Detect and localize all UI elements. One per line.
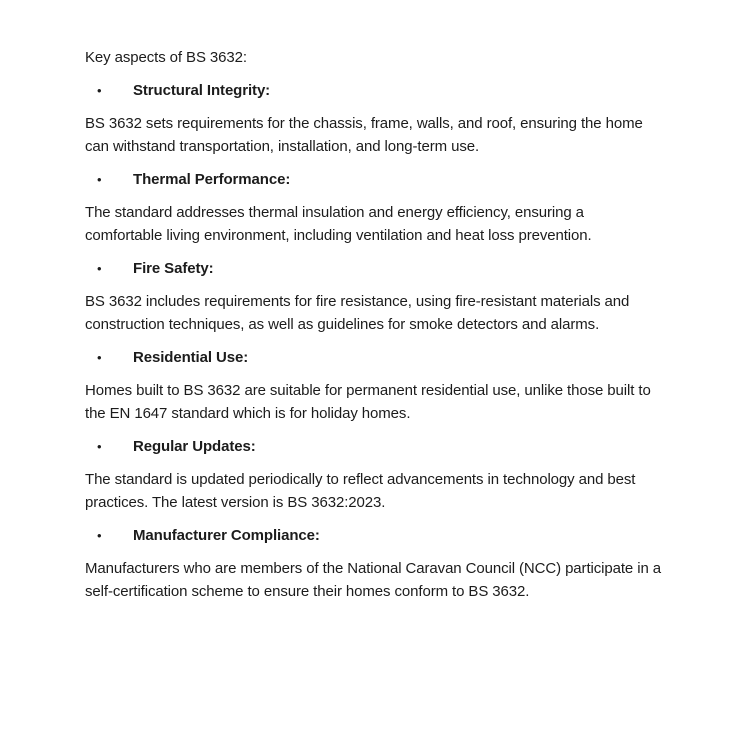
bullet-icon: • [97, 528, 102, 543]
intro-text: Key aspects of BS 3632: [85, 49, 247, 66]
bullet-icon: • [97, 350, 102, 365]
paragraph: Homes built to BS 3632 are suitable for permanent residential use, unlike those built to the EN 1647 standard which is for holiday homes. [85, 382, 651, 422]
list-item [85, 435, 663, 458]
list-item-heading: Regular Updates: [133, 438, 256, 455]
bullet-icon: • [97, 83, 102, 98]
list-item [85, 346, 663, 369]
list-item [85, 257, 663, 280]
bullet-icon: • [97, 261, 102, 276]
list-item-heading: Fire Safety: [133, 260, 214, 277]
paragraph: The standard addresses thermal insulation and energy efficiency, ensuring a comfortable living environment, including ventilation and heat loss prevention. [85, 204, 592, 244]
paragraph: The standard is updated periodically to reflect advancements in technology and best practices. The latest version is BS 3632:2023. [85, 471, 636, 511]
list-item [85, 524, 663, 547]
paragraph: BS 3632 sets requirements for the chassis, frame, walls, and roof, ensuring the home can withstand transportation, installation, and long-term use. [85, 115, 643, 155]
list-item-heading: Manufacturer Compliance: [133, 527, 320, 544]
list-item-heading: Thermal Performance: [133, 171, 291, 188]
list-item-heading: Structural Integrity: [133, 82, 271, 99]
bullet-icon: • [97, 439, 102, 454]
paragraph: Manufacturers who are members of the National Caravan Council (NCC) participate in a self-certification scheme to ensure their homes conform to BS 3632. [85, 560, 662, 600]
list-item [85, 168, 663, 191]
list-item [85, 79, 663, 102]
list-item-heading: Residential Use: [133, 349, 249, 366]
paragraph: BS 3632 includes requirements for fire resistance, using fire-resistant materials and construction techniques, as well as guidelines for smoke detectors and alarms. [85, 293, 630, 333]
bullet-icon: • [97, 172, 102, 187]
